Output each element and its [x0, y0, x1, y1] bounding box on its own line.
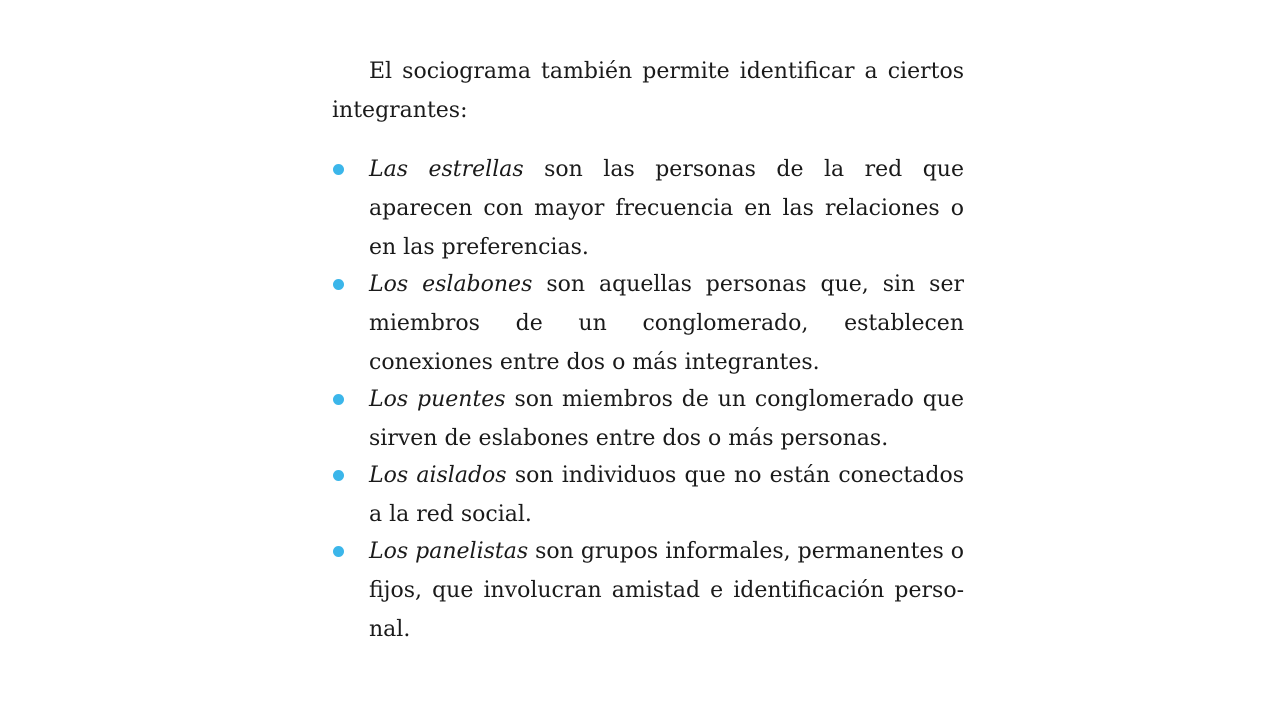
list-item	[332, 265, 964, 382]
list-item-text: son grupos informales, permanentes o fijos, que involucran amistad e identificación personal.	[369, 539, 964, 642]
list-item-term: Los eslabones	[369, 272, 533, 297]
bullet-dot-icon	[333, 470, 344, 481]
list-item-text: son aquellas personas que, sin ser miembros de un conglomerado, establecen conexiones entre dos o más integrantes.	[369, 272, 964, 375]
list-item-term: Los panelistas	[369, 539, 529, 564]
list-item-text: son miembros de un conglomerado que sirven de eslabones entre dos o más personas.	[369, 387, 964, 451]
list-item-text: son las personas de la red que aparecen con mayor frecuencia en las relaciones o en las preferencias.	[369, 157, 964, 260]
bullet-list	[332, 150, 964, 649]
bullet-dot-icon	[333, 546, 344, 557]
list-item	[332, 456, 964, 534]
list-item	[332, 380, 964, 458]
intro-paragraph: El sociograma también permite identificar a ciertos integrantes:	[332, 59, 964, 123]
list-item-term: Las estrellas	[369, 157, 524, 182]
list-item	[332, 150, 964, 267]
text-column	[332, 52, 964, 647]
bullet-dot-icon	[333, 164, 344, 175]
list-item-term: Los puentes	[369, 387, 506, 412]
list-item-term: Los aislados	[369, 463, 507, 488]
list-item-text: son individuos que no están conectados a la red social.	[369, 463, 964, 527]
list-item	[332, 532, 964, 649]
bullet-dot-icon	[333, 279, 344, 290]
bullet-dot-icon	[333, 394, 344, 405]
